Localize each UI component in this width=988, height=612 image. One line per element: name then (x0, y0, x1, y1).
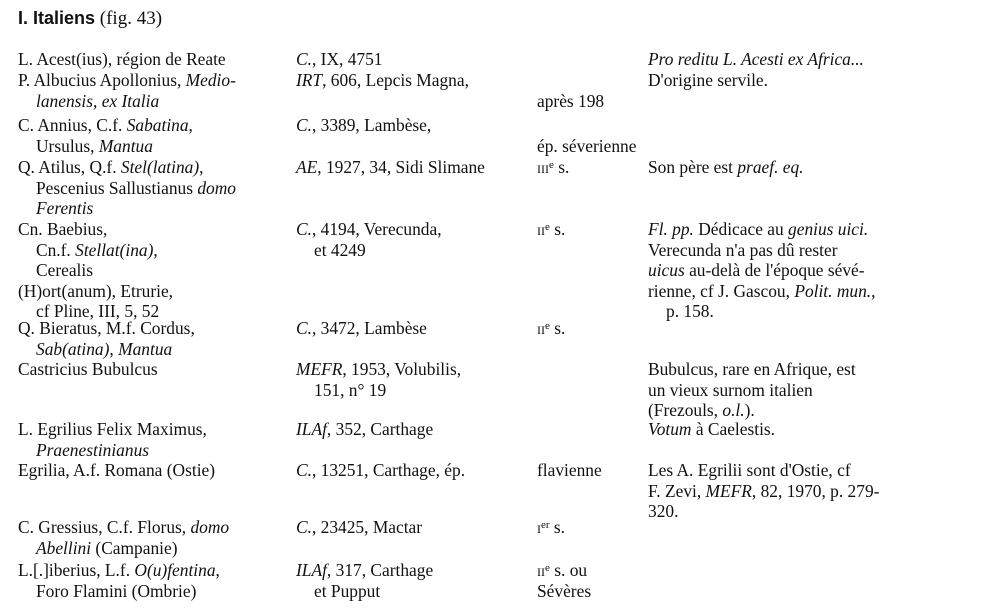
figure-reference: (fig. 43) (99, 8, 163, 29)
entry-name: C. Annius, C.f. Sabatina, Ursulus, Mantua (18, 115, 193, 156)
entry-name: L. Egrilius Felix Maximus, Praenestinianus (18, 419, 207, 460)
entry-note: Son père est praef. eq. (648, 157, 804, 177)
entry-source: C., IX, 4751 (296, 49, 383, 69)
entry-source: ILAf, 352, Carthage (296, 419, 434, 439)
entry-date: $i^{er}$ s. (537, 517, 566, 537)
entry-date: ép. séverienne (537, 135, 637, 156)
entry-date: $ii^e$ s. (537, 219, 566, 239)
entry-date: après 198 (537, 90, 605, 111)
entry-note: Fl. pp. Dédicace au genius uici. Verecunda n'a pas dû rester uicus au-delà de l'époque sévé- rienne, cf J. Gascou, Polit. mun., p. 158. (648, 219, 876, 321)
entry-date: $ii^e$ s. ou Sévères (537, 560, 592, 601)
entry-name: C. Gressius, C.f. Florus, domo Abellini (Campanie) (18, 517, 230, 558)
entry-note: Pro reditu L. Acesti ex Africa... (648, 49, 864, 69)
entry-source: C., 3389, Lambèse, (296, 115, 432, 135)
entry-source: C., 23425, Mactar (296, 517, 423, 537)
entry-note: Bubulcus, rare en Afrique, est un vieux surnom italien (Frezouls, o.l.). (648, 359, 856, 420)
entry-name: L. Acest(ius), région de Reate (18, 49, 226, 69)
section-title: I. Italiens (18, 8, 96, 28)
entry-name: L.[.]iberius, L.f. O(u)fentina, Foro Flamini (Ombrie) (18, 560, 220, 601)
entry-date: flavienne (537, 460, 602, 480)
entry-source: C., 13251, Carthage, ép. (296, 460, 466, 480)
entry-source: MEFR, 1953, Volubilis, 151, n° 19 (296, 359, 462, 400)
entry-name: P. Albucius Apollonius, Medio- lanensis, ex Italia (18, 70, 236, 111)
entry-name: Cn. Baebius, Cn.f. Stellat(ina), Cerealis (H)ort(anum), Etrurie, cf Pline, III, 5, 52 (18, 219, 174, 321)
entry-note: Les A. Egrilii sont d'Ostie, cf F. Zevi, MEFR, 82, 1970, p. 279- 320. (648, 460, 880, 521)
entry-name: Q. Bieratus, M.f. Cordus, Sab(atina), Mantua (18, 318, 195, 359)
entry-date: $ii^e$ s. (537, 318, 566, 338)
entry-note: D'origine servile. (648, 70, 769, 90)
entry-source: IRT, 606, Lepcis Magna, (296, 70, 469, 90)
entry-source: AE, 1927, 34, Sidi Slimane (296, 157, 485, 177)
entry-name: Egrilia, A.f. Romana (Ostie) (18, 460, 216, 480)
entry-name: Q. Atilus, Q.f. Stel(latina), Pescenius Sallustianus domo Ferentis (18, 157, 236, 218)
entry-source: C., 3472, Lambèse (296, 318, 427, 338)
entry-name: Castricius Bubulcus (18, 359, 158, 379)
section-heading (18, 6, 162, 31)
entry-note: Votum à Caelestis. (648, 419, 776, 439)
entry-source: C., 4194, Verecunda, et 4249 (296, 219, 442, 260)
entry-date: iii$^e$ s. (537, 157, 570, 177)
entry-source: ILAf, 317, Carthage et Pupput (296, 560, 434, 601)
